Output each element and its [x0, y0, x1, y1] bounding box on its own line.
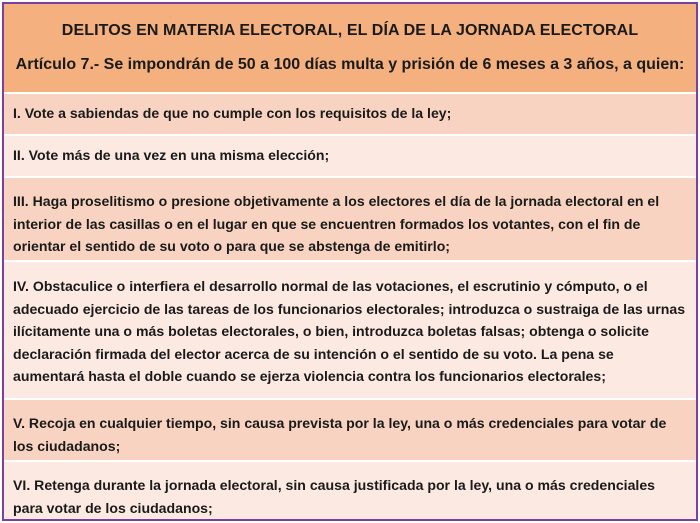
list-item: IV. Obstaculice o interfiera el desarrollo normal de las votaciones, el escrutinio y cómputo, o el adecuado ejercicio de las tareas de los funcionarios electorales; introduzca o sustraiga de las urnas ilícitamente una o más boletas electorales, o bien, introduzca boletas falsas; obtenga o solicite declaración firmada del elector acerca de su intención o el sentido de su voto. La pena se aumentará hasta el doble cuando se ejerza violencia contra los funcionarios electorales;: [4, 262, 696, 400]
article-heading: Artículo 7.- Se impondrán de 50 a 100 días multa y prisión de 6 meses a 3 años, a quien:: [15, 56, 685, 73]
list-item: V. Recoja en cualquier tiempo, sin causa prevista por la ley, una o más credenciales para votar de los ciudadanos;: [4, 400, 696, 462]
slide-frame: [2, 2, 698, 521]
list-item: I. Vote a sabiendas de que no cumple con los requisitos de la ley;: [4, 94, 696, 136]
header: [4, 4, 696, 94]
list-item: III. Haga proselitismo o presione objetivamente a los electores el día de la jornada electoral en el interior de las casillas o en el lugar en que se encuentren formados los votantes, con el fin de orientar el sentido de su voto o para que se abstenga de emitirlo;: [4, 178, 696, 262]
list-item: II. Vote más de una vez en una misma elección;: [4, 136, 696, 178]
list-item: VI. Retenga durante la jornada electoral, sin causa justificada por la ley, una o más credenciales para votar de los ciudadanos;: [4, 462, 696, 519]
page-title: DELITOS EN MATERIA ELECTORAL, EL DÍA DE LA JORNADA ELECTORAL: [61, 22, 639, 39]
